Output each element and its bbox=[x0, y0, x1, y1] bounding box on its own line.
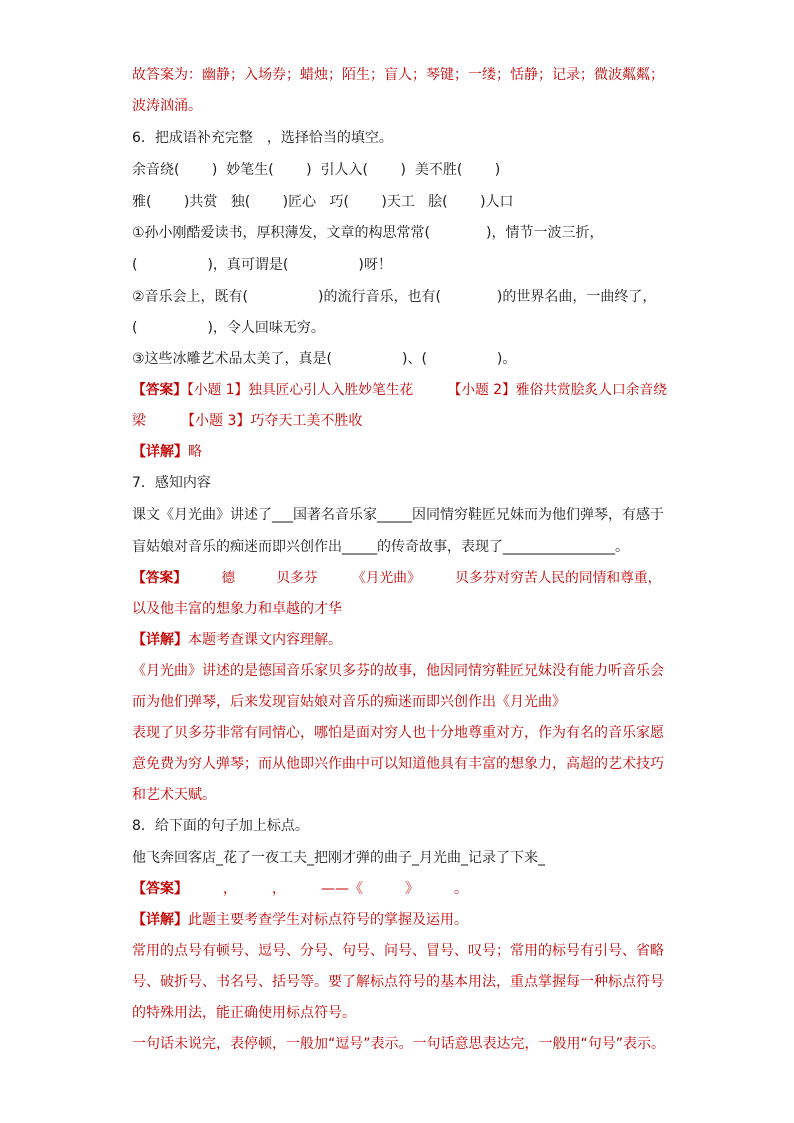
detail-8-line-5: 一句话未说完，表停顿，一般加“逗号”表示。一句话意思表达完，一般用“句号”表示。 bbox=[132, 1036, 666, 1052]
detail-8-line-3: 号、破折号、书名号、括号等。要了解标点符号的基本用法，重点掌握每一种标点符号 bbox=[132, 974, 664, 990]
detail-7-line-5: 意免费为穷人弹琴；而从他即兴作曲中可以知道他具有丰富的想象力，高超的艺术技巧 bbox=[132, 756, 664, 772]
question-6-heading: 6．把成语补充完整 ，选择恰当的填空。 bbox=[132, 130, 393, 146]
detail-8-line-1 bbox=[132, 910, 468, 930]
detail-tag: 【详解】 bbox=[132, 632, 188, 648]
question-8-sentence: 他飞奔回客店_花了一夜工夫_把刚才弹的曲子_月光曲_记录了下来_ bbox=[132, 850, 545, 866]
question-8-heading: 8．给下面的句子加上标点。 bbox=[132, 818, 309, 834]
question-7-heading: 7．感知内容 bbox=[132, 475, 211, 491]
detail-text: 本题考查课文内容理解。 bbox=[188, 632, 342, 648]
idiom-row-2: 雅( )共赏 独( )匠心 巧( )天工 脍( )人口 bbox=[132, 194, 514, 210]
answer-tag: 【答案】 bbox=[132, 382, 188, 398]
answer-8 bbox=[132, 879, 468, 899]
sentence-1-line-1: ①孙小刚酷爱读书，厚积薄发，文章的构思常常( )，情节一波三折， bbox=[132, 225, 604, 241]
detail-6 bbox=[132, 442, 202, 462]
detail-7-line-4: 表现了贝多芬非常有同情心，哪怕是面对穷人也十分地尊重对方，作为有名的音乐家愿 bbox=[132, 725, 664, 741]
sentence-1-line-2: ( )，真可谓是( )呀！ bbox=[132, 257, 392, 273]
answer-line-2: 波涛汹涌。 bbox=[132, 98, 202, 114]
detail-text: 略 bbox=[188, 444, 202, 460]
detail-7-line-3: 而为他们弹琴，后来发现盲姑娘对音乐的痴迷而即兴创作出《月光曲》 bbox=[132, 694, 566, 710]
answer-6-line-1 bbox=[132, 380, 667, 400]
answer-text: ， ， ——《 》 。 bbox=[181, 881, 468, 897]
sentence-2-line-1: ②音乐会上，既有( )的流行音乐，也有( )的世界名曲，一曲终了， bbox=[132, 289, 657, 305]
sentence-3: ③这些冰雕艺术品太美了，真是( )、( )。 bbox=[132, 351, 517, 367]
answer-tag: 【答案】 bbox=[132, 570, 181, 586]
detail-8-line-4: 的特殊用法，能正确使用标点符号。 bbox=[132, 1005, 356, 1021]
detail-text: 此题主要考查学生对标点符号的掌握及运用。 bbox=[188, 912, 468, 928]
sentence-2-line-2: ( )，令人回味无穷。 bbox=[132, 320, 325, 336]
question-7-line-2: 盲姑娘对音乐的痴迷而即兴创作出_____的传奇故事，表现了________________。 bbox=[132, 539, 629, 555]
detail-tag: 【详解】 bbox=[132, 912, 188, 928]
answer-7-line-2: 以及他丰富的想象力和卓越的才华 bbox=[132, 601, 342, 617]
detail-7-line-1 bbox=[132, 630, 342, 650]
answer-text: 【小题 1】独具匠心引人入胜妙笔生花 【小题 2】雅俗共赏脍炙人口余音绕 bbox=[187, 382, 668, 398]
question-7-line-1: 课文《月光曲》讲述了___国著名音乐家_____因同情穷鞋匠兄妹而为他们弹琴，有感于 bbox=[132, 507, 664, 523]
idiom-row-1: 余音绕( ) 妙笔生( ) 引人入( ) 美不胜( ) bbox=[132, 162, 501, 178]
answer-7-line-1 bbox=[132, 568, 661, 588]
detail-8-line-2: 常用的点号有顿号、逗号、分号、句号、问号、冒号、叹号；常用的标号有引号、省略 bbox=[132, 943, 664, 959]
detail-7-line-2: 《月光曲》讲述的是德国音乐家贝多芬的故事，他因同情穷鞋匠兄妹没有能力听音乐会 bbox=[132, 663, 664, 679]
detail-tag: 【详解】 bbox=[132, 444, 188, 460]
answer-tag: 【答案】 bbox=[132, 881, 181, 897]
detail-7-line-6: 和艺术天赋。 bbox=[132, 787, 216, 803]
answer-line-1: 故答案为：幽静；入场券；蜡烛；陌生；盲人；琴键；一缕；恬静；记录；微波粼粼； bbox=[132, 67, 664, 83]
answer-text: 德 贝多芬 《月光曲》 贝多芬对穷苦人民的同情和尊重， bbox=[180, 570, 662, 586]
answer-6-line-2: 梁 【小题 3】巧夺天工美不胜收 bbox=[132, 413, 363, 429]
